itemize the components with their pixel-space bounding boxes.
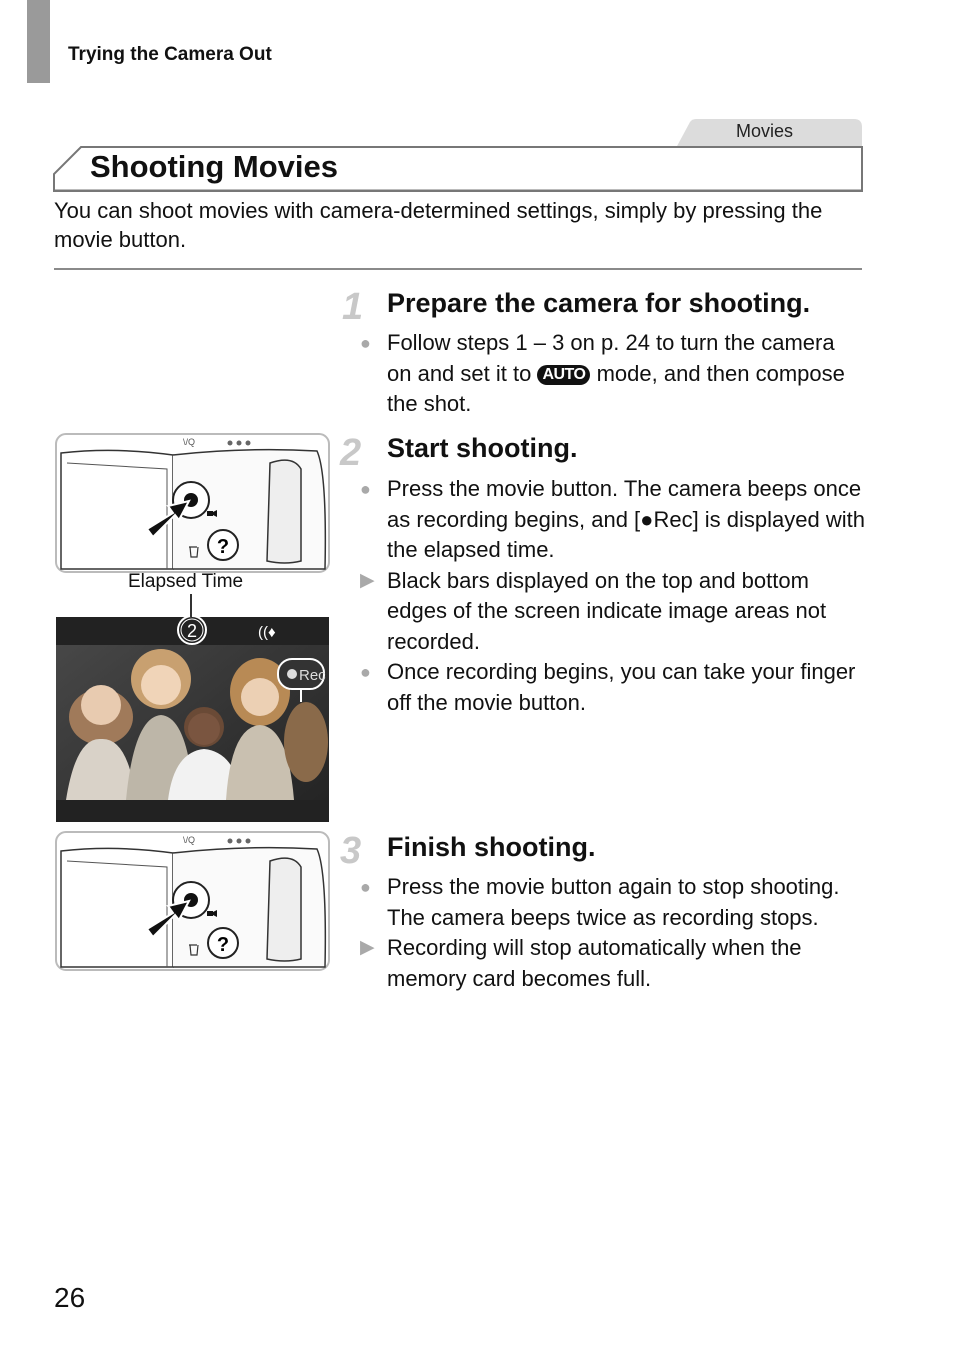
camera-press-illustration-2 bbox=[55, 831, 330, 971]
step-number-1: 1 bbox=[342, 286, 364, 328]
help-button-glyph: ? bbox=[216, 536, 230, 558]
divider bbox=[54, 268, 862, 270]
elapsed-time-caption: Elapsed Time bbox=[128, 571, 244, 592]
list-item: ● Once recording begins, you can take your finger off the movie button. bbox=[360, 659, 856, 715]
intro-text: You can shoot movies with camera-determined settings, simply by pressing the movie button. bbox=[54, 198, 823, 252]
page-number: 26 bbox=[54, 1282, 86, 1313]
list-item: ● Press the movie button again to stop shooting. The camera beeps twice as recording stops. bbox=[360, 874, 840, 930]
list-item: ● Follow steps 1 – 3 on p. 24 to turn the camera on and set it to AUTO mode, and then compose the shot. bbox=[360, 330, 845, 416]
bullet-triangle-icon: ▶ bbox=[360, 937, 375, 958]
page-title: Shooting Movies bbox=[90, 149, 338, 184]
auto-mode-icon: AUTO bbox=[537, 365, 590, 385]
bullet-circle-icon: ● bbox=[360, 479, 371, 499]
list-item: ▶ Recording will stop automatically when the memory card becomes full. bbox=[360, 935, 802, 991]
chapter-title: Trying the Camera Out bbox=[68, 44, 272, 65]
camera-press-illustration bbox=[55, 433, 330, 573]
header-bar bbox=[27, 0, 50, 83]
list-item: ● Press the movie button. The camera beeps once as recording begins, and [●Rec] is displayed with the elapsed time. bbox=[360, 476, 865, 562]
step-number-2: 2 bbox=[340, 432, 362, 474]
step-3-bullets bbox=[360, 872, 865, 994]
bullet-triangle-icon: ▶ bbox=[360, 569, 375, 591]
help-button-glyph: ? bbox=[216, 934, 230, 956]
list-item: ▶ Black bars displayed on the top and bottom edges of the screen indicate image areas not recorded. bbox=[360, 567, 827, 654]
recording-screen-illustration bbox=[56, 617, 329, 822]
step-heading-3: Finish shooting. bbox=[387, 832, 596, 862]
svg-text:\/Q: \/Q bbox=[183, 437, 196, 447]
rec-label: Rec bbox=[299, 667, 326, 684]
bullet-circle-icon: ● bbox=[360, 333, 371, 353]
bullet-circle-icon: ● bbox=[360, 877, 371, 897]
step-number-3: 3 bbox=[340, 830, 362, 872]
step-heading-1: Prepare the camera for shooting. bbox=[387, 288, 811, 318]
stabilizer-icon: ((♦ bbox=[258, 624, 276, 641]
section-tab-label: Movies bbox=[736, 121, 794, 141]
step-heading-2: Start shooting. bbox=[387, 433, 578, 463]
step-2-bullets bbox=[360, 474, 865, 718]
caption-leader-line bbox=[190, 594, 192, 618]
step-1-bullets bbox=[360, 328, 865, 420]
bullet-circle-icon: ● bbox=[360, 662, 371, 682]
callout-number: 2 bbox=[186, 621, 198, 641]
svg-text:\/Q: \/Q bbox=[183, 835, 196, 845]
